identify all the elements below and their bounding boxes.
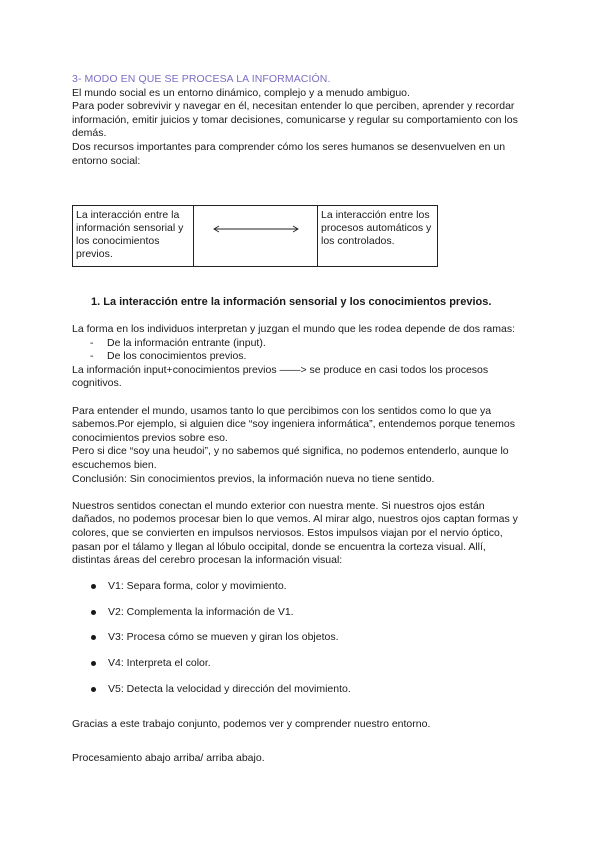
section-1-title: 1. La interacción entre la información sensorial y los conocimientos previos.	[91, 296, 492, 308]
paragraph: La forma en los individuos interpretan y juzgan el mundo que les rodea depende de dos ramas:	[72, 323, 516, 335]
paragraph: Nuestros sentidos conectan el mundo exterior con nuestra mente. Si nuestros ojos están dañados, no podemos procesar bien lo que vemos. Al mirar algo, nuestros ojos captan formas y colores, que se convierten en impulsos nerviosos. Estos impulsos viajan por el nervio óptico, pasan por el tálamo y llegan al lóbulo occipital, donde se encuentra la corteza visual. Allí, distintas áreas del cerebro procesan la información visual:	[72, 499, 518, 567]
bullet-icon	[91, 584, 96, 589]
bullet-icon	[91, 635, 96, 640]
list-item: V4: Interpreta el color.	[72, 657, 527, 671]
paragraph: Procesamiento abajo arriba/ arriba abajo.	[72, 751, 265, 764]
bullet-list	[72, 580, 527, 697]
list-item: - De los conocimientos previos.	[72, 350, 527, 364]
table-cell-right: La interacción entre los procesos automáticos y los controlados.	[321, 209, 432, 247]
intro-block	[72, 73, 527, 168]
list-item: V2: Complementa la información de V1.	[72, 606, 527, 620]
section-heading: 3- MODO EN QUE SE PROCESA LA INFORMACIÓN.	[72, 73, 331, 85]
bullet-icon	[91, 661, 96, 666]
table-cell-middle	[194, 206, 318, 266]
intro-paragraph: Dos recursos importantes para comprender cómo los seres humanos se desenvuelven en un entorno social:	[72, 140, 506, 167]
list-item: V3: Procesa cómo se mueven y giran los objetos.	[72, 631, 527, 645]
list-item: V5: Detecta la velocidad y dirección del movimiento.	[72, 683, 527, 697]
bullet-icon	[91, 610, 96, 615]
comparison-table	[72, 205, 438, 267]
intro-line: El mundo social es un entorno dinámico, complejo y a menudo ambiguo.	[72, 86, 410, 99]
body-content	[72, 323, 527, 765]
intro-paragraph: Para poder sobrevivir y navegar en él, necesitan entender lo que perciben, aprender y recordar información, emitir juicios y tomar decisiones, comunicarse y regular su comportamiento con los demás.	[72, 100, 518, 140]
dash-list	[72, 337, 527, 364]
paragraph: La información input+conocimientos previos ——> se produce en casi todos los procesos cognitivos.	[72, 363, 489, 390]
bullet-icon	[91, 687, 96, 692]
list-item: V1: Separa forma, color y movimiento.	[72, 580, 527, 594]
table-cell-left: La interacción entre la información sensorial y los conocimientos previos.	[73, 206, 194, 266]
paragraph: Gracias a este trabajo conjunto, podemos ver y comprender nuestro entorno.	[72, 718, 431, 731]
double-arrow-icon	[212, 223, 300, 235]
paragraph: Para entender el mundo, usamos tanto lo que percibimos con los sentidos como lo que ya sabemos.Por ejemplo, si alguien dice “soy ingeniera informática”, entendemos porque tenemos conocimientos previos sobre eso.	[72, 404, 515, 444]
list-item: - De la información entrante (input).	[72, 337, 527, 351]
paragraph: Conclusión: Sin conocimientos previos, la información nueva no tiene sentido.	[72, 472, 435, 485]
paragraph: Pero si dice “soy una heudoi”, y no sabemos qué significa, no podemos entenderlo, aunque lo escuchemos bien.	[72, 445, 509, 471]
